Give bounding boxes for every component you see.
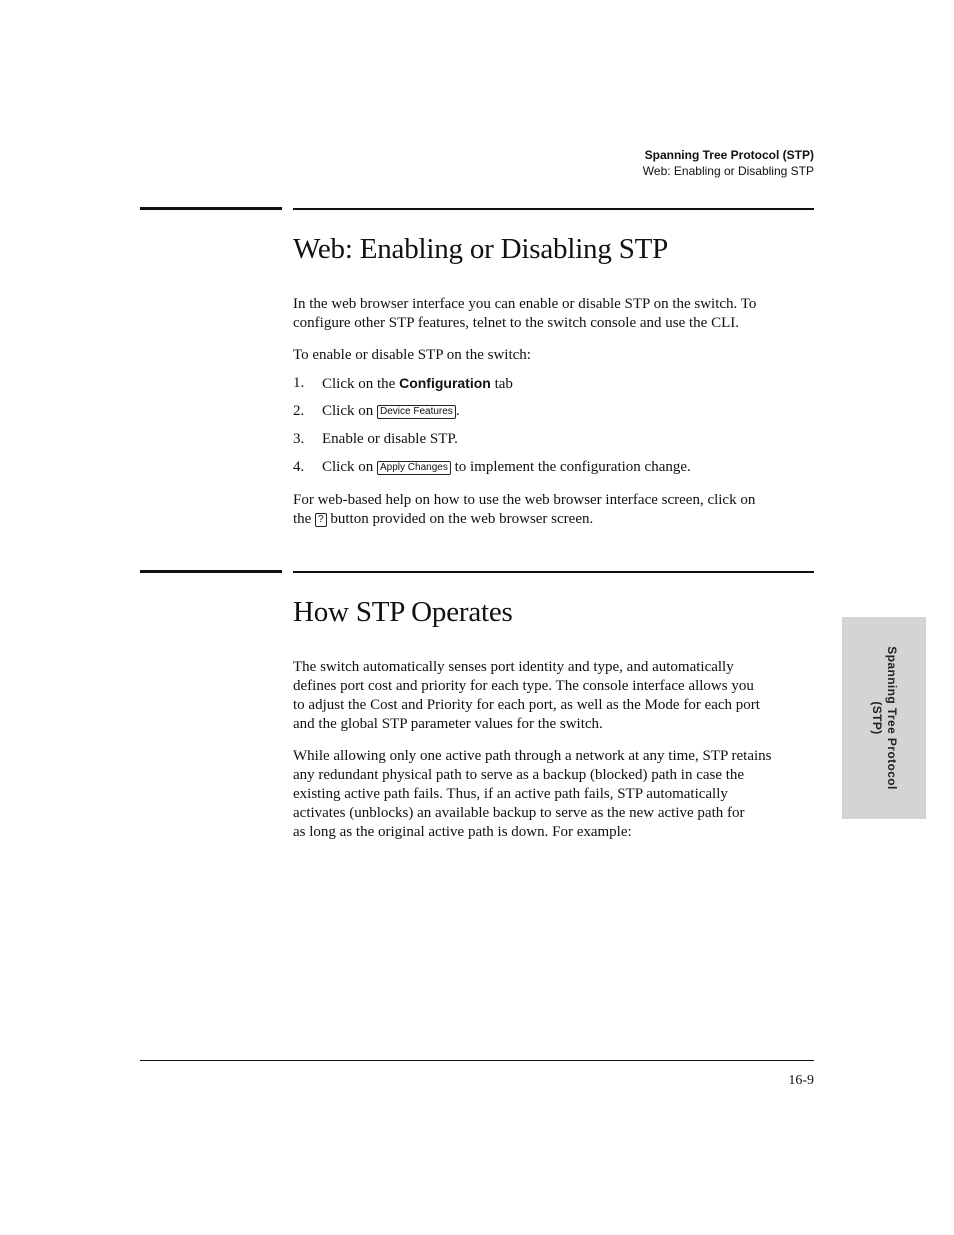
operation-paragraph-1 — [293, 658, 814, 734]
header-chapter-title: Spanning Tree Protocol (STP) — [644, 148, 814, 162]
step-text-post: . — [455, 403, 460, 419]
paragraph-line: any redundant physical path to serve as a backup (blocked) path in case the — [293, 767, 745, 783]
step-text-pre: Click on — [322, 403, 377, 419]
step-number: 4. — [293, 459, 305, 475]
steps-intro: To enable or disable STP on the switch: — [293, 347, 531, 363]
device-features-button: Device Features — [377, 405, 456, 419]
paragraph-line: defines port cost and priority for each type. The console interface allows you — [293, 678, 754, 694]
intro-paragraph — [293, 295, 814, 333]
chapter-thumb-tab-label — [869, 646, 899, 789]
paragraph-line: and the global STP parameter values for the switch. — [293, 716, 603, 732]
paragraph-line: The switch automatically senses port identity and type, and automatically — [293, 659, 734, 675]
help-line: For web-based help on how to use the web browser interface screen, click on — [293, 492, 756, 508]
section-rule-right — [293, 571, 814, 573]
paragraph-line: While allowing only one active path through a network at any time, STP retains — [293, 748, 772, 764]
chapter-thumb-tab — [842, 617, 926, 819]
help-question-button: ? — [315, 513, 327, 527]
step-text — [322, 402, 460, 421]
intro-line: configure other STP features, telnet to the switch console and use the CLI. — [293, 315, 739, 331]
operation-paragraph-2 — [293, 747, 814, 842]
step-text: Enable or disable STP. — [322, 431, 458, 447]
footer-rule — [140, 1060, 814, 1061]
help-line-post: button provided on the web browser screen. — [326, 511, 594, 527]
intro-line: In the web browser interface you can enable or disable STP on the switch. To — [293, 296, 757, 312]
section-heading-how-stp-operates: How STP Operates — [293, 596, 513, 628]
page-number: 16-9 — [788, 1073, 814, 1088]
thumb-tab-line: Spanning Tree Protocol — [885, 646, 899, 790]
paragraph-line: activates (unblocks) an available backup to serve as the new active path for — [293, 805, 745, 821]
step-text-post: tab — [490, 376, 513, 392]
step-text-post: to implement the configuration change. — [450, 459, 691, 475]
apply-changes-button: Apply Changes — [377, 461, 451, 475]
step-number: 3. — [293, 431, 305, 447]
step-text-pre: Click on — [322, 459, 377, 475]
section-rule-left — [140, 207, 282, 210]
step-number: 1. — [293, 375, 305, 391]
step-text — [322, 458, 691, 477]
help-paragraph — [293, 491, 814, 529]
thumb-tab-line: (STP) — [870, 701, 884, 735]
paragraph-line: as long as the original active path is down. For example: — [293, 824, 632, 840]
configuration-tab-label: Configuration — [399, 375, 491, 391]
running-header — [643, 147, 814, 179]
section-heading-web-stp: Web: Enabling or Disabling STP — [293, 233, 669, 265]
step-number: 2. — [293, 403, 305, 419]
header-section-title: Web: Enabling or Disabling STP — [642, 164, 814, 178]
help-line-pre: the — [293, 511, 316, 527]
section-rule-right — [293, 208, 814, 210]
step-text — [322, 374, 513, 394]
step-text-pre: Click on the — [322, 376, 400, 392]
paragraph-line: existing active path fails. Thus, if an active path fails, STP automatically — [293, 786, 728, 802]
paragraph-line: to adjust the Cost and Priority for each port, as well as the Mode for each port — [293, 697, 760, 713]
section-rule-left — [140, 570, 282, 573]
